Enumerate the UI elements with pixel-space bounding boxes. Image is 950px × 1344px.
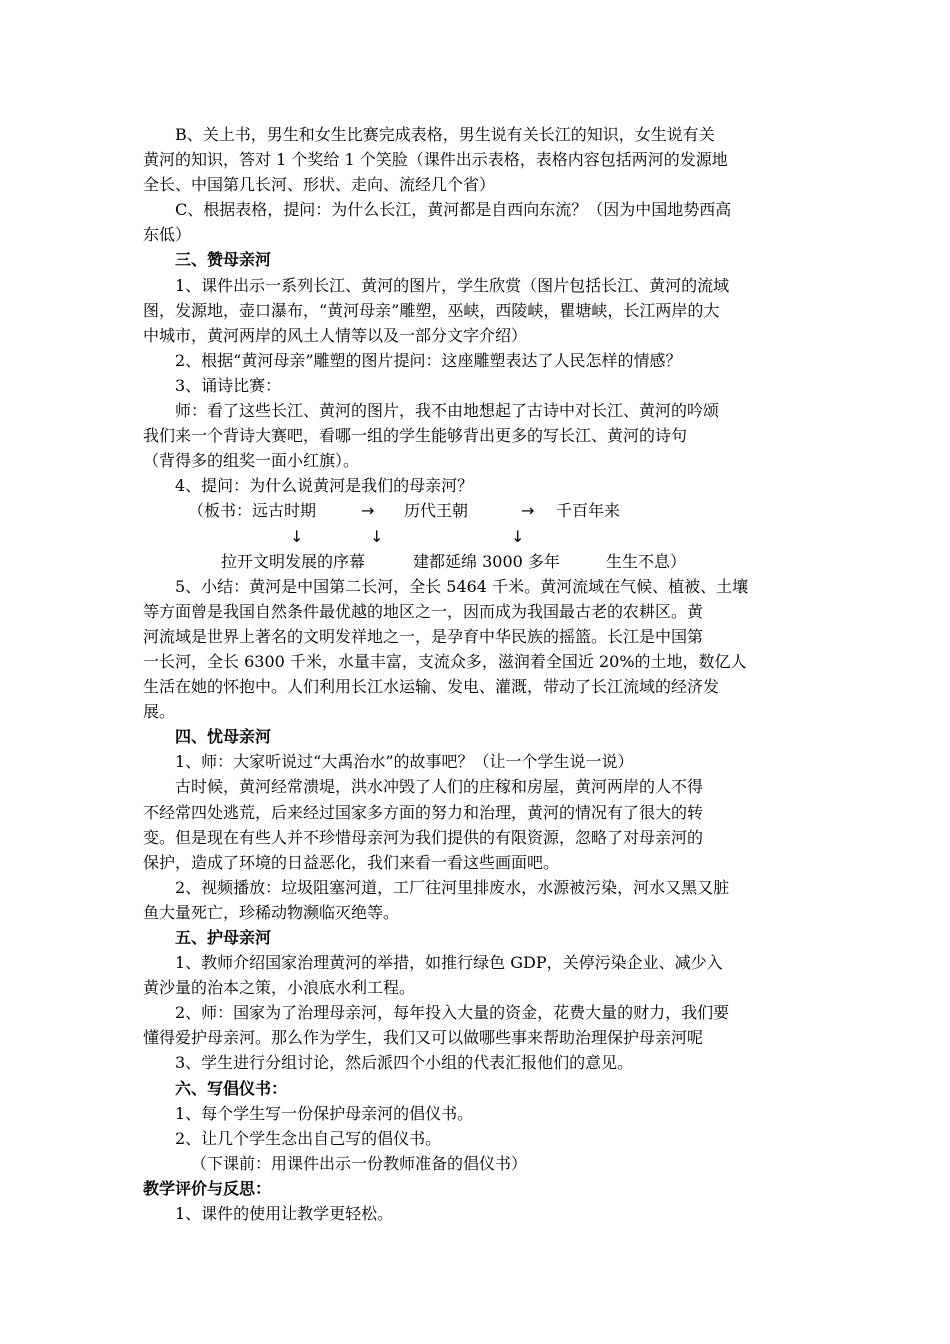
paragraph-line: 2、让几个学生念出自己写的倡仪书。 bbox=[175, 1128, 442, 1148]
paragraph-line: 河流域是世界上著名的文明发祥地之一，是孕育中华民族的摇篮。长江是中国第 bbox=[143, 626, 704, 646]
paragraph-line: 1、课件出示一系列长江、黄河的图片，学生欣赏（图片包括长江、黄河的流域 bbox=[175, 275, 730, 295]
paragraph-line: （下课前：用课件出示一份教师准备的倡仪书） bbox=[191, 1153, 528, 1173]
paragraph-line: 东低） bbox=[143, 225, 192, 245]
paragraph-line: 师：看了这些长江、黄河的图片，我不由地想起了古诗中对长江、黄河的吟颂 bbox=[175, 401, 720, 421]
paragraph-line: C、根据表格，提问：为什么长江，黄河都是自西向东流？（因为中国地势西高 bbox=[175, 200, 732, 220]
paragraph-line: 懂得爱护母亲河。那么作为学生，我们又可以做哪些事来帮助治理保护母亲河呢 bbox=[143, 1028, 704, 1048]
paragraph-line: 1、课件的使用让教学更轻松。 bbox=[175, 1204, 394, 1224]
section-heading: 六、写倡仪书： bbox=[175, 1078, 288, 1098]
paragraph-line: 变。但是现在有些人并不珍惜母亲河为我们提供的有限资源，忽略了对母亲河的 bbox=[143, 827, 704, 847]
paragraph-line: 5、小结：黄河是中国第二长河，全长 5464 千米。黄河流域在气候、植被、土壤 bbox=[175, 576, 749, 596]
paragraph-line: 3、诵诗比赛： bbox=[175, 375, 282, 395]
down-arrow-icon: ↓ bbox=[511, 526, 525, 546]
paragraph-line: 全长、中国第几长河、形状、走向、流经几个省） bbox=[143, 175, 496, 195]
paragraph-line: 保护，造成了环境的日益恶化，我们来看一看这些画面吧。 bbox=[143, 852, 560, 872]
down-arrow-icon: ↓ bbox=[290, 526, 304, 546]
flow-result-3: 生生不息） bbox=[606, 551, 687, 571]
right-arrow-icon: → bbox=[521, 501, 535, 521]
paragraph-line: 1、师：大家听说过“大禹治水”的故事吧？（让一个学生说一说） bbox=[175, 752, 634, 772]
paragraph-line: 2、根据“黄河母亲”雕塑的图片提问：这座雕塑表达了人民怎样的情感？ bbox=[175, 350, 682, 370]
flow-result-2: 建都延绵 3000 多年 bbox=[413, 551, 560, 571]
document-page bbox=[143, 122, 808, 1226]
section-heading: 五、护母亲河 bbox=[175, 928, 272, 947]
paragraph-line: 1、教师介绍国家治理黄河的举措，如推行绿色 GDP，关停污染企业、减少入 bbox=[175, 953, 723, 973]
paragraph-line: 黄沙量的治本之策，小浪底水利工程。 bbox=[143, 978, 416, 998]
paragraph-line: 2、视频播放：垃圾阻塞河道，工厂往河里排废水，水源被污染，河水又黑又脏 bbox=[175, 877, 730, 897]
paragraph-line: 我们来一个背诗大赛吧，看哪一组的学生能够背出更多的写长江、黄河的诗句 bbox=[143, 426, 688, 446]
paragraph-line: 鱼大量死亡，珍稀动物濒临灭绝等。 bbox=[143, 902, 400, 922]
paragraph-line: 4、提问：为什么说黄河是我们的母亲河？ bbox=[175, 476, 474, 496]
section-heading: 三、赞母亲河 bbox=[175, 250, 272, 270]
paragraph-line: 古时候，黄河经常溃堤，洪水冲毁了人们的庄稼和房屋，黄河两岸的人不得 bbox=[175, 777, 704, 797]
flow-prefix: （板书：远古时期 bbox=[188, 501, 317, 521]
section-heading: 教学评价与反思： bbox=[143, 1178, 272, 1198]
paragraph-line: B、关上书，男生和女生比赛完成表格，男生说有关长江的知识，女生说有关 bbox=[175, 125, 715, 144]
paragraph-line: 中城市，黄河两岸的风土人情等以及一部分文字介绍） bbox=[143, 325, 528, 345]
paragraph-line: 展。 bbox=[143, 702, 176, 722]
down-arrow-icon: ↓ bbox=[370, 526, 384, 546]
flow-middle: 历代王朝 bbox=[404, 501, 469, 521]
paragraph-line: 2、师：国家为了治理母亲河，每年投入大量的资金，花费大量的财力，我们要 bbox=[175, 1003, 730, 1023]
paragraph-line: 图，发源地，壶口瀑布，“黄河母亲”雕塑，巫峡，西陵峡，瞿塘峡，长江两岸的大 bbox=[143, 300, 720, 320]
section-heading: 四、忧母亲河 bbox=[175, 727, 272, 747]
board-writing-row-1 bbox=[143, 498, 808, 523]
paragraph-line: 一长河，全长 6300 千米，水量丰富，支流众多，滋润着全国近 20%的土地，数亿人 bbox=[143, 651, 747, 671]
flow-result-1: 拉开文明发展的序幕 bbox=[221, 551, 366, 571]
paragraph-line: 3、学生进行分组讨论，然后派四个小组的代表汇报他们的意见。 bbox=[175, 1053, 634, 1073]
flow-end: 千百年来 bbox=[556, 501, 621, 521]
paragraph-line: 不经常四处逃荒，后来经过国家多方面的努力和治理，黄河的情况有了很大的转 bbox=[143, 802, 704, 822]
paragraph-line: 黄河的知识，答对 1 个奖给 1 个笑脸（课件出示表格，表格内容包括两河的发源地 bbox=[143, 150, 728, 170]
board-writing-row-2 bbox=[143, 524, 808, 549]
paragraph-line: 等方面曾是我国自然条件最优越的地区之一，因而成为我国最古老的农耕区。黄 bbox=[143, 601, 704, 621]
right-arrow-icon: → bbox=[361, 501, 375, 521]
paragraph-line: 1、每个学生写一份保护母亲河的倡仪书。 bbox=[175, 1103, 474, 1123]
paragraph-line: 生活在她的怀抱中。人们利用长江水运输、发电、灌溉，带动了长江流域的经济发 bbox=[143, 677, 720, 697]
paragraph-line: （背得多的组奖一面小红旗）。 bbox=[143, 451, 360, 471]
board-writing-row-3 bbox=[143, 549, 808, 574]
